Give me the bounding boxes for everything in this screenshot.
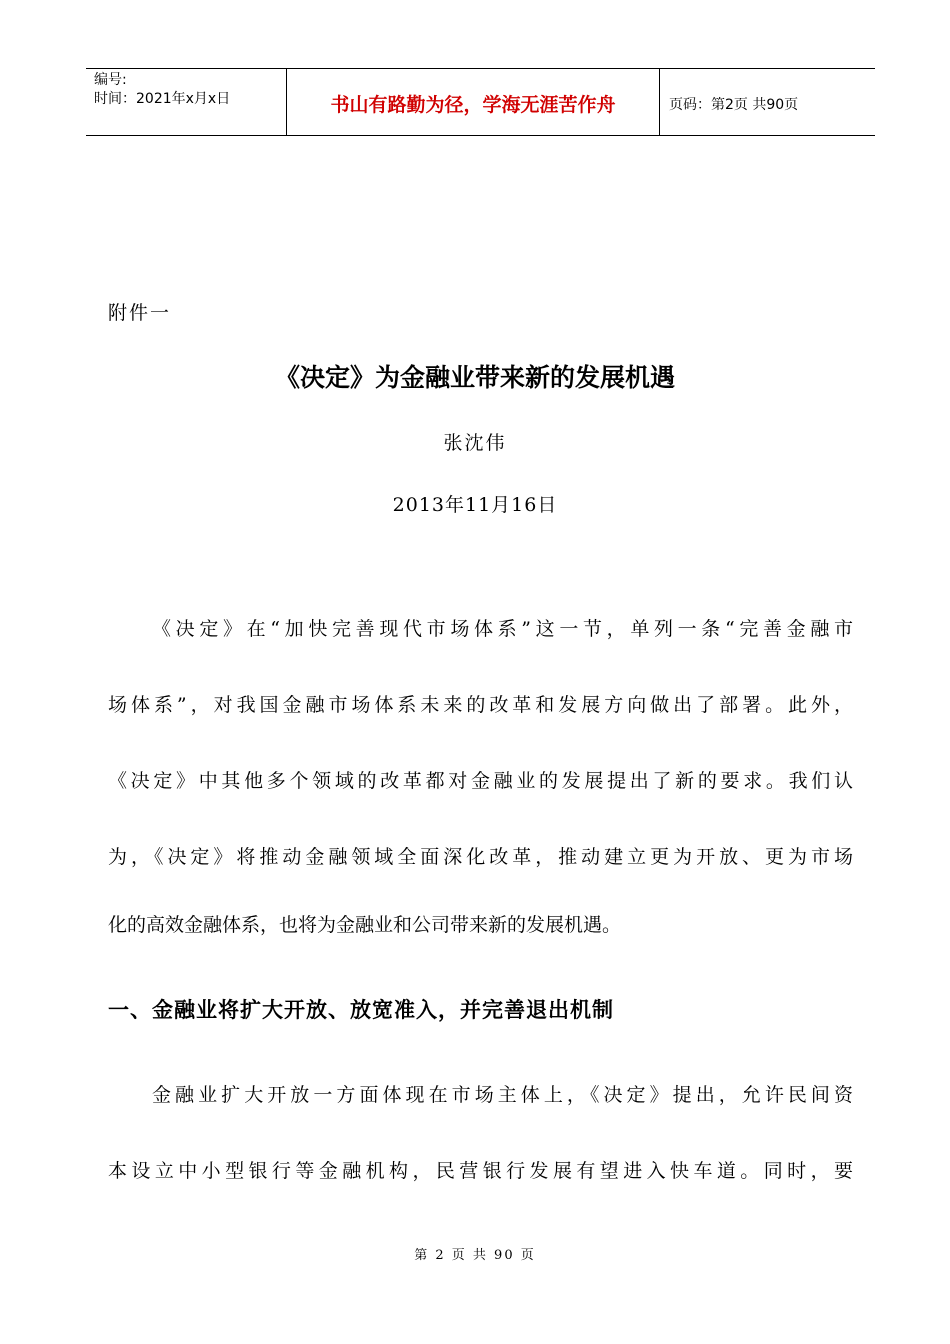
- header-table: [86, 68, 875, 136]
- page-footer: 第 2 页 共 90 页: [414, 1248, 536, 1263]
- attachment-label: 附件一: [108, 302, 172, 324]
- paragraph-line: 本设立中小型银行等金融机构，民营银行发展有望进入快车道。同时，要: [108, 1160, 853, 1182]
- paragraph-line: 《决定》在“加快完善现代市场体系”这一节，单列一条“完善金融市: [152, 618, 853, 640]
- paragraph-line: 场体系”，对我国金融市场体系未来的改革和发展方向做出了部署。此外，: [108, 694, 853, 716]
- time-label: 时间：2021年x月x日: [94, 91, 231, 107]
- document-author: 张沈伟: [443, 432, 507, 454]
- document-date: 2013年11月16日: [392, 494, 558, 516]
- paragraph-line: 为，《决定》将推动金融领域全面深化改革，推动建立更为开放、更为市场: [108, 846, 853, 868]
- number-label: 编号:: [94, 72, 127, 88]
- header-page-label: 页码：第2页 共90页: [669, 96, 799, 113]
- header-motto: 书山有路勤为径，学海无涯苦作舟: [286, 69, 660, 135]
- header-meta-cell: [86, 69, 286, 135]
- document-title: 《决定》为金融业带来新的发展机遇: [274, 363, 675, 392]
- paragraph-line: 化的高效金融体系，也将为金融业和公司带来新的发展机遇。: [108, 914, 622, 936]
- paragraph-line: 金融业扩大开放一方面体现在市场主体上，《决定》提出，允许民间资: [152, 1084, 853, 1106]
- section-heading: 一、金融业将扩大开放、放宽准入，并完善退出机制: [108, 998, 614, 1022]
- paragraph-line: 《决定》中其他多个领域的改革都对金融业的发展提出了新的要求。我们认: [108, 770, 853, 792]
